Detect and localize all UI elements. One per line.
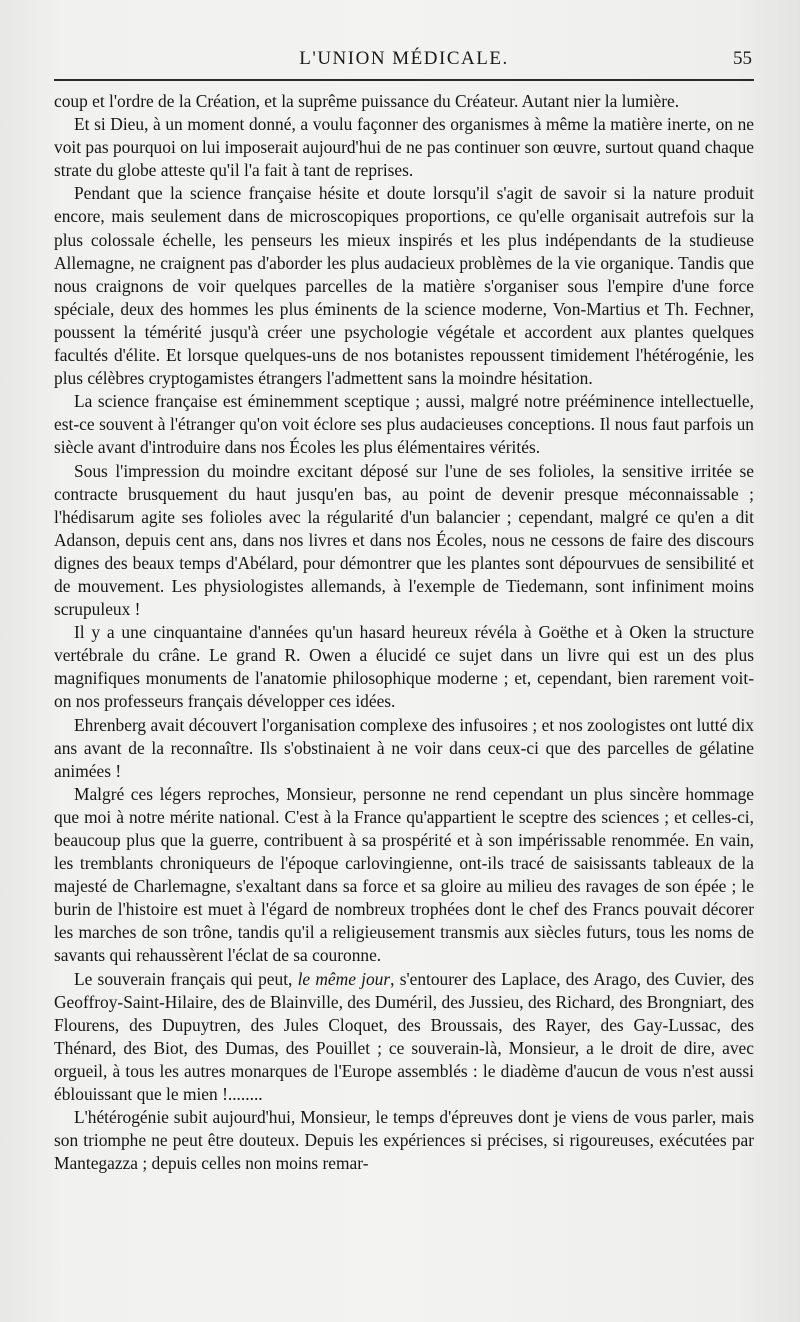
header-rule xyxy=(54,79,754,81)
paragraph-4: La science française est éminemment sceptique ; aussi, malgré notre prééminence intellectuelle, est-ce souvent à l'étranger qu'on voit éclore ses plus audacieuses conceptions. Il nous faut parfois un siècle avant d'introduire dans nos Écoles les plus élémentaires vérités. xyxy=(54,391,754,458)
article-body xyxy=(54,90,754,1175)
running-header xyxy=(54,44,754,76)
paragraph-5: Sous l'impression du moindre excitant déposé sur l'une de ses folioles, la sensitive irritée se contracte brusquement du haut jusqu'en bas, au point de devenir presque méconnaissable ; l'hédisarum agite ses folioles avec la régularité d'un balancier ; cependant, malgré ce qu'en a dit Adanson, depuis cent ans, dans nos livres et dans nos Écoles, nous ne cessons de faire des discours dignes des beaux temps d'Abélard, pour démontrer que les plantes sont dépourvues de sensibilité et de mouvement. Les physiologistes allemands, à l'exemple de Tiedemann, sont infiniment moins scrupuleux ! xyxy=(54,460,754,620)
paragraph-8: Malgré ces légers reproches, Monsieur, personne ne rend cependant un plus sincère hommage que moi à notre mérite national. C'est à la France qu'appartient le sceptre des sciences ; et celles-ci, beaucoup plus que la guerre, contribuent à sa prospérité et à son impérissable renommée. En vain, les tremblants chroniqueurs de l'époque carlovingienne, ont-ils tracé de saisissants tableaux de la majesté de Charlemagne, s'exaltant dans sa force et sa gloire au milieu des ravages de son épée ; le burin de l'histoire est muet à l'égard de nombreux trophées dont le chef des Francs pouvait décorer les marches de son trône, tandis qu'il a religieusement transmis aux siècles futurs, tous les noms de savants qui rehaussèrent l'éclat de sa couronne. xyxy=(54,783,754,966)
paragraph-9-emphasis: le même jour xyxy=(297,968,391,989)
paragraph-9 xyxy=(54,968,754,1107)
paragraph-1: coup et l'ordre de la Création, et la suprême puissance du Créateur. Autant nier la lumière. xyxy=(54,91,680,111)
paragraph-3: Pendant que la science française hésite et doute lorsqu'il s'agit de savoir si la nature produit encore, mais seulement dans de microscopiques proportions, ce qu'elle organisait autrefois sur la plus colossale échelle, les penseurs les mieux inspirés et les plus indépendants de la studieuse Allemagne, ne craignent pas d'aborder les plus audacieux problèmes de la vie organique. Tandis que nous craignons de voir quelques parcelles de la matière s'organiser sous l'empire d'une force spéciale, deux des hommes les plus éminents de la science moderne, Von-Martius et Th. Fechner, poussent la témérité jusqu'à créer une psychologie végétale et accordent aux plantes quelques facultés d'élite. Et lorsque quelques-uns de nos botanistes repoussent timidement l'hétérogénie, les plus célèbres cryptogamistes étrangers l'admettent sans la moindre hésitation. xyxy=(54,183,754,389)
paragraph-6: Il y a une cinquantaine d'années qu'un hasard heureux révéla à Goëthe et à Oken la structure vertébrale du crâne. Le grand R. Owen a élucidé ce sujet dans un livre qui est un des plus magnifiques monuments de l'anatomie philosophique moderne ; et, cependant, bien rarement voit-on nos professeurs français développer ces idées. xyxy=(54,622,754,712)
paragraph-7: Ehrenberg avait découvert l'organisation complexe des infusoires ; et nos zoologistes ont lutté dix ans avant de la reconnaître. Ils s'obstinaient à ne voir dans ceux-ci que des parcelles de gélatine animées ! xyxy=(54,714,754,781)
journal-title: L'UNION MÉDICALE. xyxy=(299,48,509,69)
paragraph-9-end: , s'entourer des Laplace, des Arago, des Cuvier, des Geoffroy-Saint-Hilaire, des de Blainville, des Duméril, des Jussieu, des Richard, des Brongniart, des Flourens, des Dupuytren, des Jules Cloquet, des Broussais, des Rayer, des Gay-Lussac, des Thénard, des Biot, des Dumas, des Pouillet ; ce souverain-là, Monsieur, a le droit de dire, avec orgueil, à tous les autres monarques de l'Europe assemblés : le diadème d'aucun de vous n'est aussi éblouissant que le mien !........ xyxy=(54,968,755,1105)
paragraph-2: Et si Dieu, à un moment donné, a voulu façonner des organismes à même la matière inerte, on ne voit pas pourquoi on lui imposerait aujourd'hui de ne pas continuer son œuvre, surtout quand chaque strate du globe atteste qu'il l'a fait à tant de reprises. xyxy=(54,114,754,181)
paragraph-10: L'hétérogénie subit aujourd'hui, Monsieur, le temps d'épreuves dont je viens de vous parler, mais son triomphe ne peut être douteux. Depuis les expériences si précises, si rigoureuses, exécutées par Mantegazza ; depuis celles non moins remar- xyxy=(54,1107,754,1174)
paragraph-9-start: Le souverain français qui peut, xyxy=(74,968,298,989)
page-number: 55 xyxy=(733,48,752,69)
